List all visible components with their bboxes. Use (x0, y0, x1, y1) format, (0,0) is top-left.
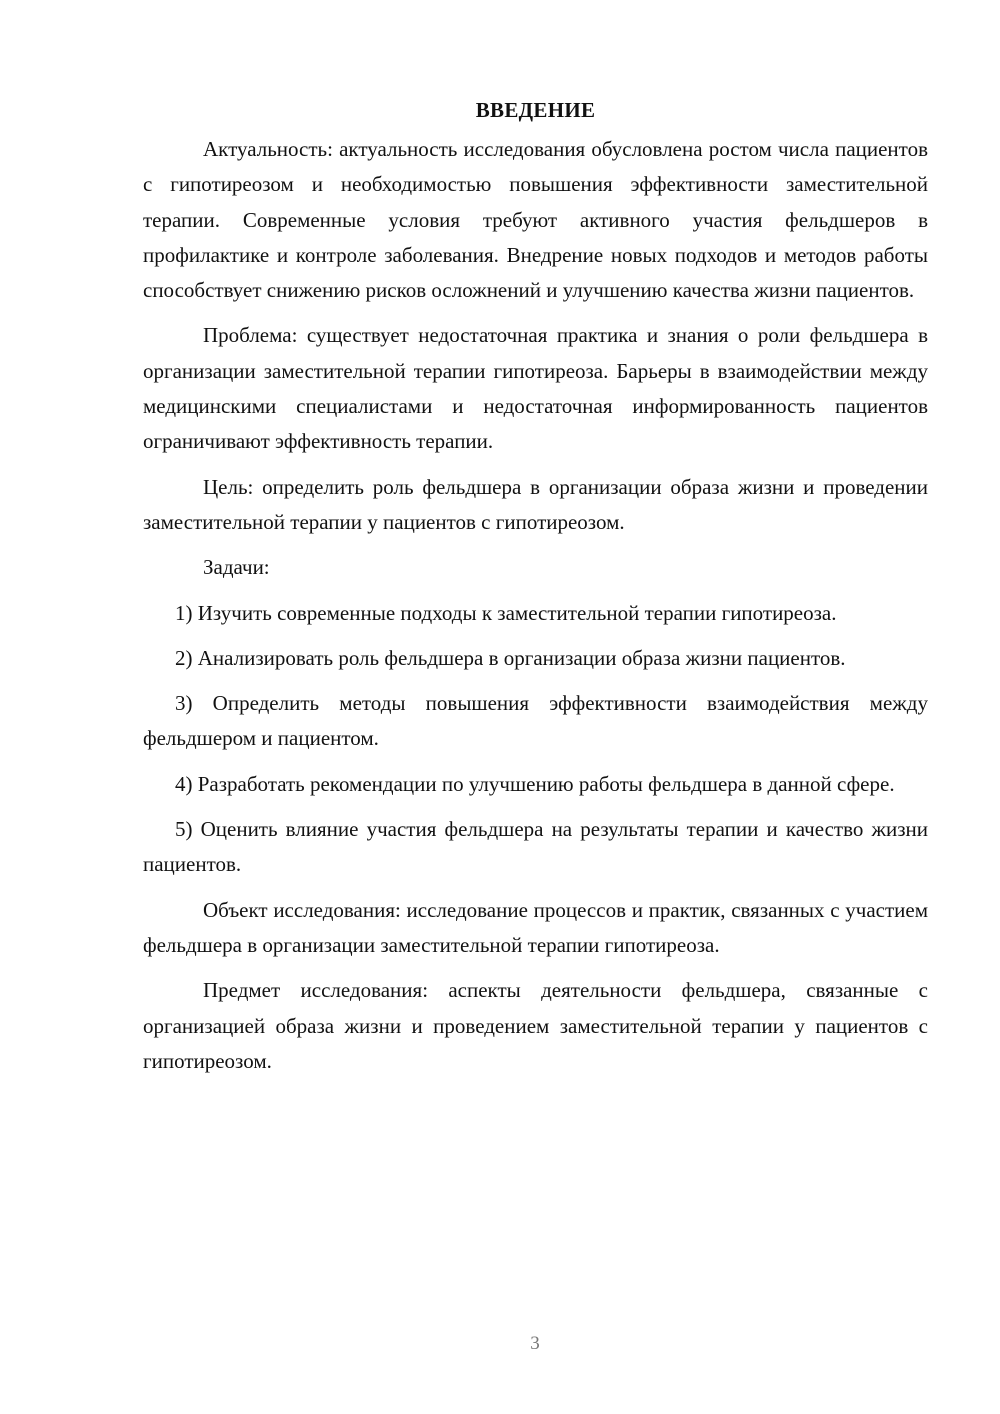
paragraph-subject: Предмет исследования: аспекты деятельности фельдшера, связанные с организацией образа жизни и проведением заместительной терапии у пациентов с гипотиреозом. (143, 978, 928, 1073)
page-number: 3 (530, 1333, 540, 1354)
paragraph-relevance: Актуальность: актуальность исследования обусловлена ростом числа пациентов с гипотиреозом и необходимостью повышения эффективности заместительной терапии. Современные условия требуют активного участия фельдшеров в профилактике и контроле заболевания. Внедрение новых подходов и методов работы способствует снижению рисков осложнений и улучшению качества жизни пациентов. (143, 137, 928, 303)
paragraph-object: Объект исследования: исследование процессов и практик, связанных с участием фельдшера в организации заместительной терапии гипотиреоза. (143, 897, 928, 957)
task-item-3: 3) Определить методы повышения эффективности взаимодействия между фельдшером и пациентом. (143, 691, 928, 751)
paragraph-problem: Проблема: существует недостаточная практика и знания о роли фельдшера в организации заместительной терапии гипотиреоза. Барьеры в взаимодействии между медицинскими специалистами и недостаточная информированность пациентов ограничивают эффективность терапии. (143, 323, 928, 454)
task-item-5: 5) Оценить влияние участия фельдшера на результаты терапии и качество жизни пациентов. (143, 817, 928, 877)
task-item-4: 4) Разработать рекомендации по улучшению работы фельдшера в данной сфере. (175, 771, 895, 796)
tasks-heading: Задачи: (203, 555, 270, 580)
paragraph-goal: Цель: определить роль фельдшера в организации образа жизни и проведении заместительной терапии у пациентов с гипотиреозом. (143, 474, 928, 534)
document-page (143, 92, 928, 1089)
section-title: ВВЕДЕНИЕ (475, 98, 596, 122)
task-item-1: 1) Изучить современные подходы к заместительной терапии гипотиреоза. (175, 600, 837, 625)
task-item-2: 2) Анализировать роль фельдшера в организации образа жизни пациентов. (175, 645, 846, 670)
